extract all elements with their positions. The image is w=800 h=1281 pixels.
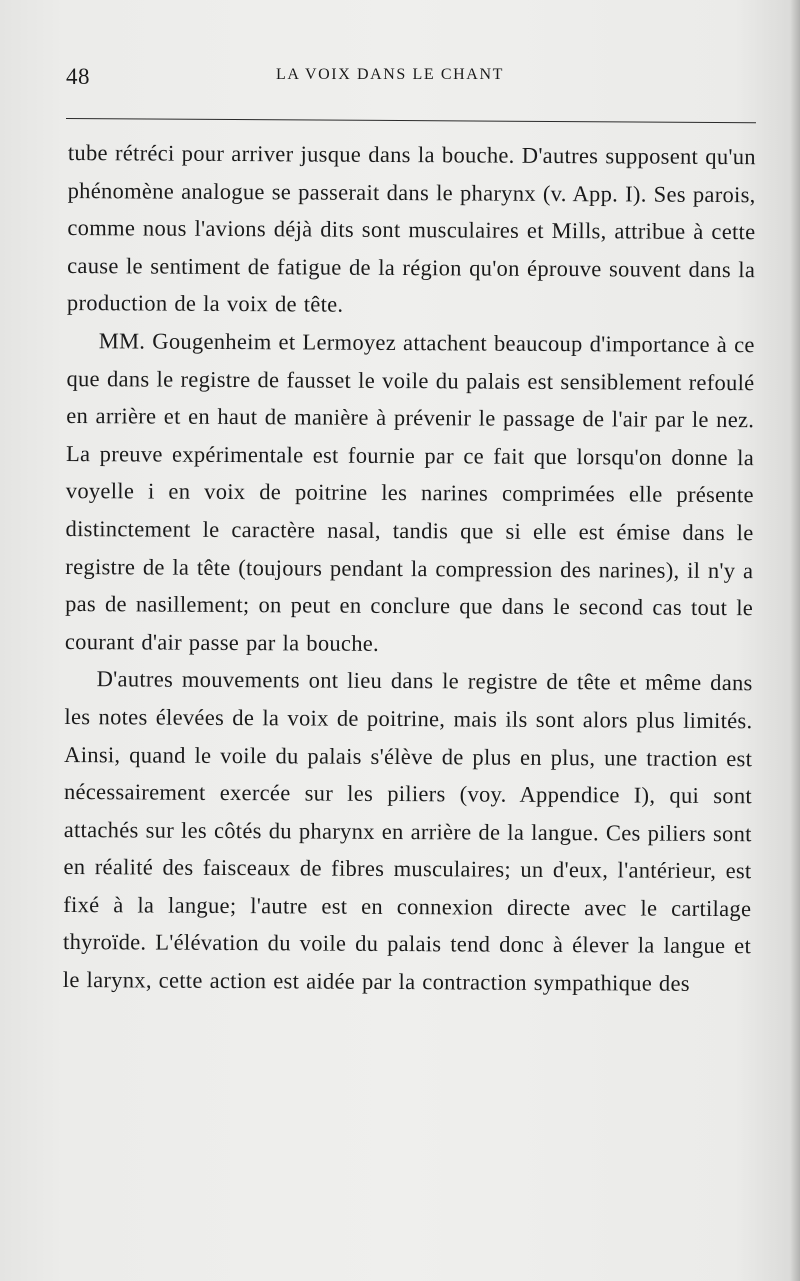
paragraph-1: tube rétréci pour arriver jusque dans la bouche. D'autres supposent qu'un phénomène analogue se passerait dans le pharynx (v. App. I). Ses parois, comme nous l'avions déjà dits sont musculaires et Mills, attribue à cette cause le sentiment de fatigue de la région qu'on éprouve souvent dans la production de la voix de tête.	[66, 139, 756, 318]
paragraph-2: MM. Gougenheim et Lermoyez attachent beaucoup d'importance à ce que dans le registre de fausset le voile du palais est sensiblement refoulé en arrière et en haut de manière à prévenir le passage de l'air par le nez. La preuve expérimentale est fournie par ce fait que lorsqu'on donne la voyelle i en voix de poitrine les narines comprimées elle présente distinctement le caractère nasal, tandis que si elle est émise dans le registre de la tête (toujours pendant la compression des narines), il n'y a pas de nasillement; on peut en conclure que dans le second cas tout le courant d'air passe par la bouche.	[64, 328, 755, 656]
paragraph-3: D'autres mouvements ont lieu dans le registre de tête et même dans les notes élevées de la voix de poitrine, mais ils sont alors plus limités. Ainsi, quand le voile du palais s'élève de plus en plus, une traction est nécessairement exercée sur les piliers (voy. Appendice I), qui sont attachés sur les côtés du pharynx en arrière de la langue. Ces piliers sont en réalité des faisceaux de fibres musculaires; un d'eux, l'antérieur, est fixé à la langue; l'autre est en connexion directe avec le cartilage thyroïde. L'élévation du voile du palais tend donc à élever la langue et le larynx, cette action est aidée par la contraction sympathique des	[62, 666, 753, 996]
running-title: LA VOIX DANS LE CHANT	[276, 66, 504, 83]
header-rule	[66, 118, 756, 123]
page-edge-shadow	[790, 0, 800, 1281]
page-number: 48	[66, 64, 90, 89]
page-header	[66, 62, 756, 92]
body-text	[63, 134, 756, 1003]
